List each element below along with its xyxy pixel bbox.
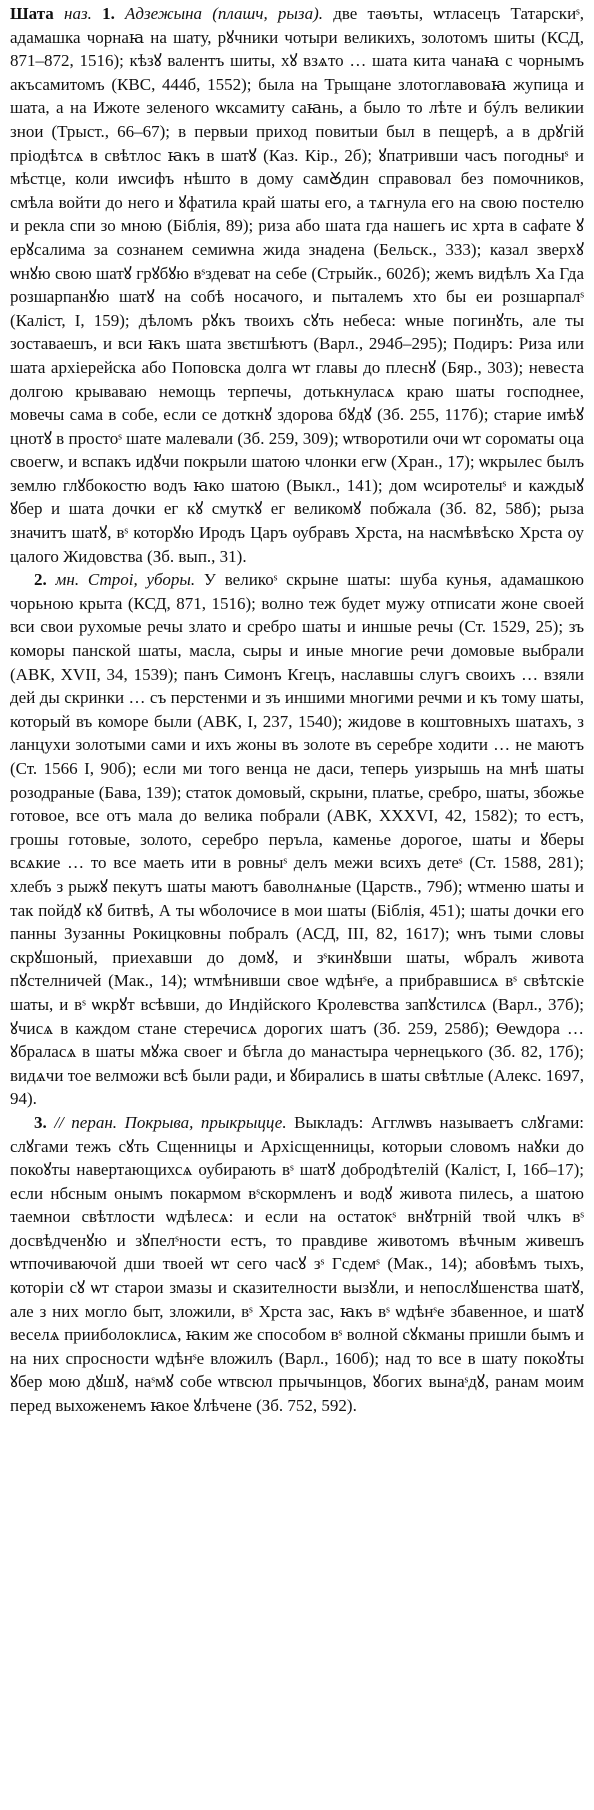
sense-number: 2.: [34, 570, 47, 590]
sense-gloss: мн. Строі, уборы.: [55, 570, 196, 590]
sense-number: 1.: [102, 4, 115, 23]
sense-citations: две таѳъты, ѡтласецъ Татарскиˢ, адамашка чорнаꙗ на шату, рꙋчники чотыри великихъ, золотомъ шиты (КСД, 871–872, 1516); кѣзꙋ валентъ шиты, хꙋ взѧто … шата кита чанаꙗ с чорнымъ акъсамитомъ (КВС, 444б, 1552); была на Трыщане злотоглавоваꙗ жупица и шата, а на Ижоте зеленого ѡксамиту саꙗнь, а было то лѣте и бýлъ великии знои (Трыст., 66–67); в первыи приход повитыи был в пещерѣ, а в дрꙋгій пріодѣтсѧ в свѣтлос ꙗкъ в шатꙋ (Каз. Кір., 2б); ꙋпатривши часъ погодныˢ и мѣстце, коли иѡсифъ нѣшто в дому самꙊдин справовал без помочников, смѣла войти до него и ꙋфатила край шаты его, а тѧгнула его на свою постелю и рекла спи зо мною (Біблія, 89); риза або шата гда нашегь ис хрта в сафате ꙋ ерꙋсалима за сознанем семиѡна жида знадена (Бельск., 333); казал зверхꙋ ѡнꙋю свою шатꙋ грꙋбꙋю вˢздеват на себе (Стрыйк., 602б); жемъ видѣлъ Ха Гда розшарпанꙋю шатꙋ на собѣ носачого, и пыталемъ хто бы еи розшарпалˢ (Каліст, I, 159); дѣломъ рꙋкъ твоихъ сꙋть небеса: ѡные погинꙋть, але ты зоставаешъ, и вси ꙗкъ шата звєтшѣютъ (Варл., 294б–295); Подиръ: Риза или шата архіерейска або Поповска долга ѡт главы до плеснꙋ (Бяр., 303); невеста долгою крываваю немощь терпечы, дотькнуласѧ краю шаты господнее, мовечы сама в собе, если се доткнꙋ здорова бꙋдꙋ (Зб. 255, 117б); старие имѣꙋ цнотꙋ в простоˢ шате малевали (Зб. 259, 309); ѡтворотили очи ѡт сороматы оца своегѡ, и вспакъ идꙋчи покрыли шатою члонки егѡ (Хран., 17); ѡкрылес былъ землю глꙋбокостю водъ ꙗко шатою (Выкл., 141); дом ѡсиротелыˢ и каждыꙋ ꙋбер и шата дочки ег кꙋ смуткꙋ ег великомꙋ побжала (Зб. 82, 58б); рыза значитъ шатꙋ, вˢ которꙋю Иродъ Царъ оубравъ Хрста, на насмѣвѣско Хрста оу цалого Жидовства (Зб. вып., 31).: [10, 4, 585, 566]
sense-gloss: // перан. Покрыва, прыкрыцце.: [54, 1112, 287, 1132]
sense-1: [10, 2, 584, 568]
sense-2: [10, 568, 584, 1111]
sense-3: [10, 1111, 584, 1418]
sense-citations: Выкладъ: Агглѡвъ называетъ слꙋгами: слꙋгами тежъ сꙋть Сщенницы и Архісщенницы, которыи словомъ наꙋки до покоꙋты навертающихсѧ оубирають вˢ шатꙋ добродѣтелій (Каліст, I, 16б–17); если нбсным онымъ покармом вˢскормленъ и водꙋ живота пилесь, а шатою таемнои свѣтлости ѡдѣлесѧ: и если на остатокˢ внꙋтрній твой члкъ вˢ досвѣдченꙋю и зꙋпелˢности естъ, то правдиве животомъ вѣчным живешъ ѡтпочиваючой дши твоей ѡт сего часꙋ зˢ Гсдемˢ (Мак., 14); абовѣмъ тыхъ, которіи сꙋ ѡт старои змазы и сказителности вызꙋли, и непослꙋшенства шатꙋ, але з них могло быт, зложили, вˢ Хрста зас, ꙗкъ вˢ ѡдѣнˢе збавенное, и шатꙋ веселѧ прииболоклисѧ, ꙗким же способом вˢ волной сꙋкманы пришли бымъ и на них спросности ѡдѣнˢе вложилъ (Варл., 160б); над то все в шату покоꙋты ꙋбер мою дꙋшꙋ, наˢмꙋ собе ѡтвсюл прычынцов, ꙋбогих вынаˢдꙋ, ранам моим перед выхоженемъ ꙗкое ꙋлѣчене (Зб. 752, 592).: [10, 1112, 585, 1416]
part-of-speech: наз.: [64, 4, 92, 23]
headword: Шата: [10, 4, 54, 23]
sense-citations: У великоˢ скрыне шаты: шуба кунья, адамашкою чорьною крыта (КСД, 871, 1516); волно теж будет мужу отписати жоне своей вси свои рухомые речы злато и сребро шаты и иншые речы (Ст. 1529, 25); зъ коморы панской шаты, масла, сыры и иные многие речи домовые выбрали (АВК, XVII, 34, 1539); панъ Симонъ Кгецъ, наславшы слугъ своихъ … взяли дей ды скринки … съ перстенми и зъ иншими многими речми и къ тому шаты, который въ коморе были (АВК, I, 237, 1540); жидове в коштовныхъ шатахъ, з ланцухи золотыми сами и ихъ жоны въ золоте въ серебре ходити … не маютъ (Ст. 1566 I, 90б); если ми того венца не даси, теперь уизрышь на мнѣ шаты розодраные (Бава, 139); статок домовый, скрыни, платье, сребро, шаты, збожье готовое, все отъ мала до велика побрали (АВК, XXXVI, 42, 1582); то естъ, грошы готовые, золото, серебро перъла, каменье дорогое, шаты и ꙋберы всѧкие … то все маеть ити в ровныˢ делъ межи всихъ детеˢ (Ст. 1588, 281); хлебъ з рыжꙋ пекутъ шаты маютъ баволнѧные (Царств., 79б); ѡтменю шаты и так пойдꙋ кꙋ битвѣ, А ты ѡболочисе в мои шаты (Біблія, 451); шаты дочки его панны Зузанны Рокицковны побралъ (АСД, III, 82, 1617); ѡнъ тыми словы скрꙋшоный, приехавши до домꙋ, и зˢкинꙋвши шаты, ѡбралъ живота пꙋстелничей (Мак., 14); ѡтмѣнивши свое ѡдѣнˢе, а прибравшисѧ вˢ свѣтскіе шаты, и вˢ ѡкрꙋт всѣвши, до Индійского Кролевства запꙋстилсѧ (Варл., 37б); ꙋчисѧ в каждом стане стеречисѧ дорогих шатъ (Зб. 259, 258б); Ѳеѡдора … ꙋбраласѧ в шаты мꙋжа своег и бѣгла до манастыра чернецького (Зб. 82, 17б); видѧчи тое велможи всѣ были ради, и ꙋбирались в шаты свѣтлые (Алекс. 1697, 94).: [10, 570, 585, 1109]
sense-number: 3.: [34, 1112, 47, 1132]
sense-gloss: Адзежына (плашч, рыза).: [125, 4, 323, 23]
